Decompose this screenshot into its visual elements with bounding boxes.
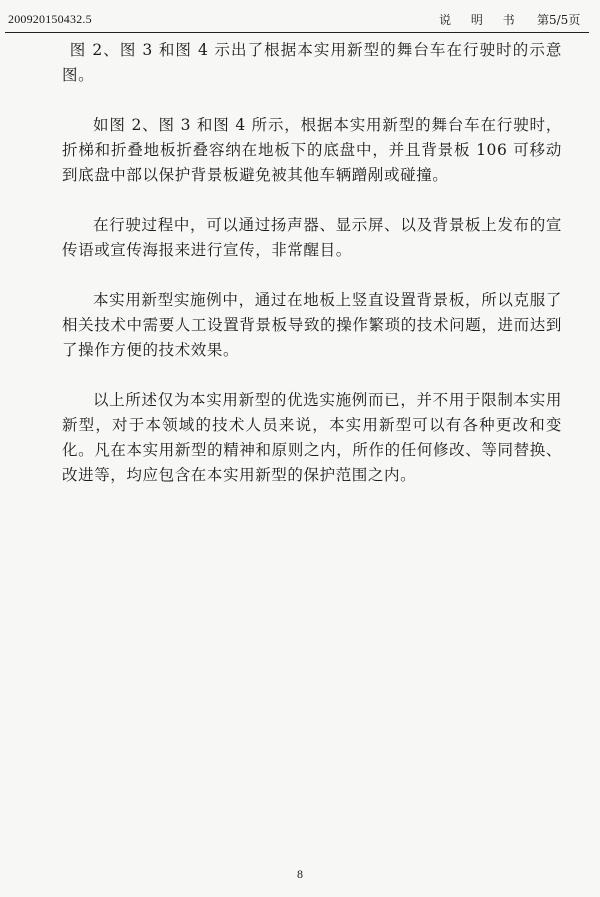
document-body [62, 38, 562, 513]
page-header [0, 0, 600, 40]
paragraph-figure-intro: 图 2、图 3 和图 4 示出了根据本实用新型的舞台车在行驶时的示意图。 [62, 41, 562, 84]
paragraph-scope-statement: 以上所述仅为本实用新型的优选实施例而已，并不用于限制本实用新型，对于本领域的技术人员来说，本实用新型可以有各种更改和变化。凡在本实用新型的精神和原则之内，所作的任何修改、等同替换、改进等，均应包含在本实用新型的保护范围之内。 [62, 391, 562, 484]
page-of-total: 第5/5页 [537, 13, 581, 27]
paragraph-promotion: 在行驶过程中，可以通过扬声器、显示屏、以及背景板上发布的宣传语或宣传海报来进行宣传，非常醒目。 [62, 216, 562, 259]
header-divider [5, 32, 589, 33]
paragraph-driving-state: 如图 2、图 3 和图 4 所示，根据本实用新型的舞台车在行驶时，折梯和折叠地板折叠容纳在地板下的底盘中，并且背景板 106 可移动到底盘中部以保护背景板避免被其他车辆蹭剐或碰撞。 [62, 116, 562, 184]
document-type: 说 明 书 [439, 13, 523, 27]
page-number: 8 [297, 867, 303, 881]
document-number: 200920150432.5 [8, 12, 92, 26]
paragraph-technical-effect: 本实用新型实施例中，通过在地板上竖直设置背景板，所以克服了相关技术中需要人工设置背景板导致的操作繁琐的技术问题，进而达到了操作方便的技术效果。 [62, 291, 562, 359]
